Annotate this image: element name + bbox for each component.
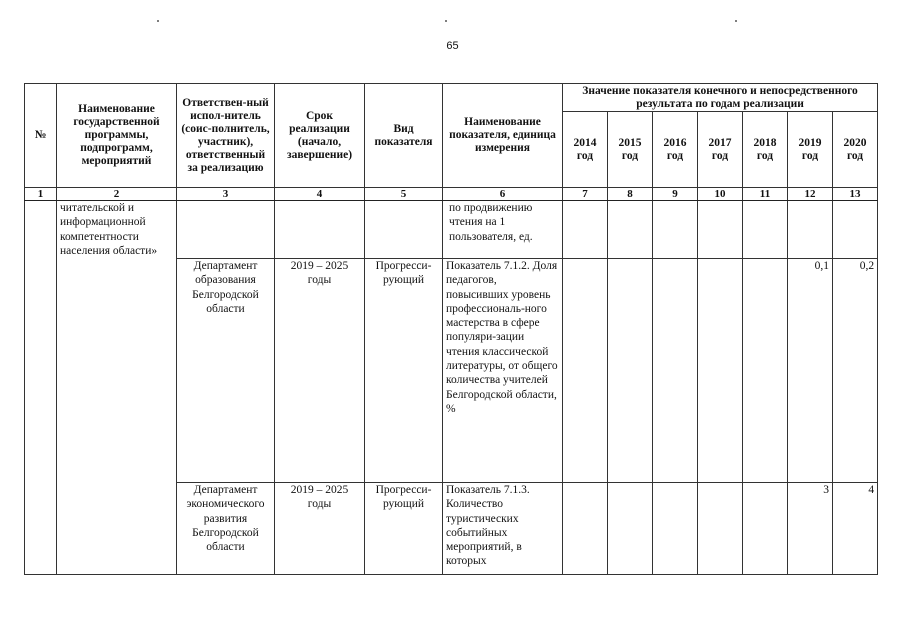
header-year: 2015 год <box>608 112 653 188</box>
cell-value <box>743 201 788 259</box>
column-number: 7 <box>563 188 608 201</box>
cell-value <box>563 259 608 483</box>
header-year: 2018 год <box>743 112 788 188</box>
cell-value <box>653 483 698 575</box>
header-no: № <box>25 84 57 188</box>
column-number: 13 <box>833 188 878 201</box>
header-indicator: Наименование показателя, единица измерения <box>443 84 563 188</box>
cell-value <box>698 201 743 259</box>
column-number: 3 <box>177 188 275 201</box>
header-row-top <box>25 84 878 112</box>
column-number: 11 <box>743 188 788 201</box>
header-year: 2017 год <box>698 112 743 188</box>
cell-value <box>608 483 653 575</box>
cell-type: Прогресси-рующий <box>365 259 443 483</box>
cell-value: 0,2 <box>833 259 878 483</box>
cell-value <box>563 201 608 259</box>
column-number-row <box>25 188 878 201</box>
column-number: 1 <box>25 188 57 201</box>
column-number: 10 <box>698 188 743 201</box>
header-year: 2020 год <box>833 112 878 188</box>
cell-type <box>365 201 443 259</box>
cell-executor: Департамент образования Белгородской области <box>177 259 275 483</box>
cell-value <box>608 259 653 483</box>
cell-indicator: Показатель 7.1.3. Количество туристических событийных мероприятий, в которых <box>443 483 563 575</box>
column-number: 5 <box>365 188 443 201</box>
cell-value <box>698 259 743 483</box>
header-values-group: Значение показателя конечного и непосредственного результата по годам реализации <box>563 84 878 112</box>
scan-speck <box>157 20 159 22</box>
cell-value <box>833 201 878 259</box>
cell-value <box>743 483 788 575</box>
cell-value <box>653 201 698 259</box>
cell-value: 4 <box>833 483 878 575</box>
header-year: 2019 год <box>788 112 833 188</box>
cell-program: читательской и информационной компетентности населения области» <box>57 201 177 575</box>
cell-value <box>788 201 833 259</box>
cell-executor <box>177 201 275 259</box>
column-number: 6 <box>443 188 563 201</box>
scan-speck <box>735 20 737 22</box>
cell-value: 0,1 <box>788 259 833 483</box>
header-term: Срок реализации (начало, завершение) <box>275 84 365 188</box>
cell-value <box>653 259 698 483</box>
page-number: 65 <box>446 40 459 52</box>
cell-term: 2019 – 2025 годы <box>275 259 365 483</box>
column-number: 12 <box>788 188 833 201</box>
header-type: Вид показателя <box>365 84 443 188</box>
indicator-table <box>24 83 878 575</box>
column-number: 8 <box>608 188 653 201</box>
cell-indicator: по продвижению чтения на 1 пользователя, ед. <box>443 201 563 259</box>
cell-value <box>608 201 653 259</box>
column-number: 9 <box>653 188 698 201</box>
cell-no <box>25 201 57 575</box>
header-year: 2014 год <box>563 112 608 188</box>
cell-type: Прогресси-рующий <box>365 483 443 575</box>
table-row <box>25 201 878 259</box>
header-program: Наименование государственной программы, подпрограмм, мероприятий <box>57 84 177 188</box>
cell-term: 2019 – 2025 годы <box>275 483 365 575</box>
cell-value <box>698 483 743 575</box>
scan-speck <box>445 20 447 22</box>
cell-term <box>275 201 365 259</box>
column-number: 4 <box>275 188 365 201</box>
cell-value: 3 <box>788 483 833 575</box>
cell-executor: Департамент экономического развития Белгородской области <box>177 483 275 575</box>
column-number: 2 <box>57 188 177 201</box>
header-executor: Ответствен-ный испол-нитель (соис-полнитель, участник), ответственный за реализацию <box>177 84 275 188</box>
cell-value <box>563 483 608 575</box>
cell-value <box>743 259 788 483</box>
cell-indicator: Показатель 7.1.2. Доля педагогов, повысивших уровень профессиональ-ного мастерства в сфере популяри-зации чтения классической литературы, от общего количества учителей Белгородской области, % <box>443 259 563 483</box>
header-year: 2016 год <box>653 112 698 188</box>
